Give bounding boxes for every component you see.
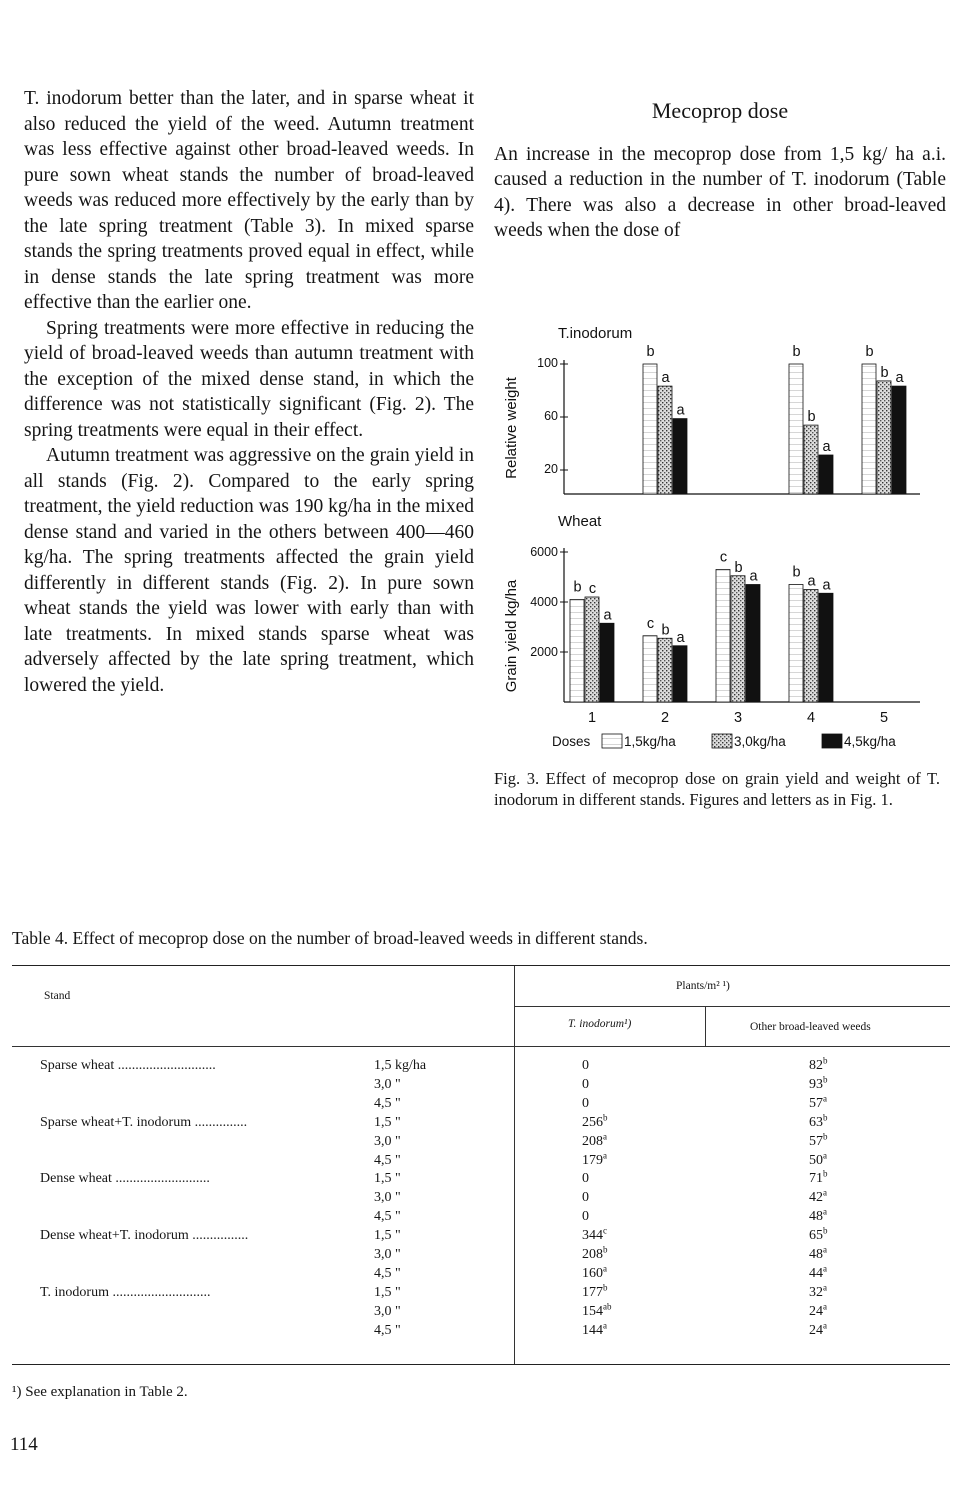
row-other-weeds: 48$^a$ [809,1244,827,1262]
y-tick-label: 2000 [530,645,558,659]
chart-title: T.inodorum [558,325,633,342]
table-row [12,1206,950,1227]
table-row [12,1319,950,1341]
left-paragraph-1: T. inodorum better than the later, and in sparse wheat it also reduced the yield of the weed. Autumn treatment was less effective against other broad-leaved weeds. In pure sown wheat stands the number of broad-leaved weeds was reduced more effectively by the early than by the late spring treatment (Table 3). In mixed sparse stands the spring treatments proved equal in effect, while in dense stands the late spring treatment was more effective than the earlier one. [24,88,474,313]
legend-swatch [712,734,732,748]
right-paragraph: An increase in the mecoprop dose from 1,5 kg/ ha a.i. caused a reduction in the number of T. inodorum (Table 4). There was also a decrease in other broad-leaved weeds when the dose of [494,143,946,241]
significance-letter: a [603,607,612,624]
significance-letter: a [822,439,831,455]
row-dose: 4,5 " [374,1152,401,1168]
bar [819,455,833,494]
row-stand: Dense wheat ........................... [40,1171,210,1187]
legend-swatch [822,734,842,748]
row-t-inodorum: 0 [582,1095,589,1111]
x-tick-label: 4 [806,710,816,726]
table-row [12,1149,950,1171]
row-other-weeds: 63$^b$ [809,1112,828,1130]
x-tick-label: 5 [879,710,889,726]
table-header-plants: Plants/m² ¹) [676,980,730,992]
row-other-weeds: 48$^a$ [809,1206,827,1225]
table-row [12,1225,950,1246]
table-row [12,1168,950,1189]
row-dose: 3,0 " [374,1247,401,1262]
legend-title: Doses [552,734,591,749]
row-dose: 4,5 " [374,1209,401,1225]
y-tick-label: 100 [537,356,558,370]
row-t-inodorum: 160$^a$ [582,1263,607,1281]
row-other-weeds: 50$^a$ [809,1149,827,1168]
table-4 [12,965,950,1365]
bar [643,364,657,494]
bar [819,593,833,702]
row-dose: 4,5 " [374,1095,401,1111]
table-row [12,1263,950,1284]
table-row [12,1282,950,1303]
section-heading: Mecoprop dose [651,98,789,123]
table-row [12,1244,950,1265]
row-dose: 4,5 " [374,1265,401,1281]
legend-swatch [602,734,622,748]
row-t-inodorum: 0 [582,1190,589,1206]
significance-letter: b [573,579,582,596]
table-row [12,1093,950,1114]
significance-letter: a [661,370,670,387]
significance-letter: a [895,370,904,387]
significance-letter: b [792,344,801,360]
y-tick-label: 20 [544,462,558,476]
row-dose: 1,5 " [374,1114,401,1130]
table-row [12,1130,950,1152]
table-row [12,1055,950,1076]
x-tick-label: 2 [660,710,670,726]
y-axis-label: Grain yield kg/ha [503,579,520,693]
significance-letter: b [646,344,655,360]
bar [746,585,760,703]
significance-letter: b [880,364,889,381]
table-header-t-inodorum: T. inodorum¹) [568,1018,632,1030]
row-dose: 1,5 kg/ha [374,1058,427,1073]
significance-letter: c [719,549,728,566]
row-t-inodorum: 0 [582,1076,589,1092]
row-stand: Sparse wheat+T. inodorum ............... [40,1114,248,1130]
row-other-weeds: 93$^b$ [809,1074,828,1092]
bar [862,364,876,494]
row-stand: Sparse wheat ............................ [40,1058,216,1073]
significance-letter: a [822,577,831,594]
left-paragraph-3: Autumn treatment was aggressive on the grain yield in all stands (Fig. 2). Compared to the early spring treatment, the yield reduction was 190 kg/ha in the mixed dense stand and varied in the others between 400—460 kg/ha. The spring treatments affected the grain yield differently in different stands (Fig. 2). In pure sown wheat stands the yield was lower with early than with late treatments. In mixed stands sparse wheat was adversely affected by the late spring treatment, which lowered the yield. [24,445,474,696]
bar [716,570,730,703]
significance-letter: a [676,402,685,419]
legend-label: 3,0kg/ha [734,734,786,749]
bar [673,646,687,702]
table-row [12,1187,950,1208]
row-dose: 1,5 " [374,1284,401,1300]
table-row [12,1112,950,1133]
bar [892,386,906,494]
row-stand: Dense wheat+T. inodorum ................ [40,1228,249,1244]
bar [731,576,745,702]
row-t-inodorum: 208$^b$ [582,1244,608,1262]
figure-caption: Fig. 3. Effect of mecoprop dose on grain yield and weight of T. inodorum in different stands. Figures and letters as in Fig. 1. [494,769,940,809]
row-t-inodorum: 344$^c$ [582,1225,607,1244]
y-axis-label: Relative weight [503,377,520,479]
significance-letter: b [807,409,816,426]
row-other-weeds: 42$^a$ [809,1187,827,1206]
row-t-inodorum: 144$^a$ [582,1319,607,1338]
bar [600,623,614,702]
row-t-inodorum: 0 [582,1171,589,1187]
table-row [12,1301,950,1322]
figure-3 [490,318,940,758]
significance-letter: a [749,568,758,585]
y-tick-label: 60 [544,409,558,423]
row-other-weeds: 57$^a$ [809,1093,827,1111]
x-tick-label: 1 [587,710,597,726]
bar [789,585,803,703]
row-other-weeds: 24$^a$ [809,1301,827,1319]
row-other-weeds: 24$^a$ [809,1319,827,1338]
bar [643,636,657,702]
page-number: 114 [10,1434,38,1455]
row-t-inodorum: 179$^a$ [582,1149,607,1168]
chart-title: Wheat [558,513,602,530]
row-other-weeds: 71$^b$ [809,1168,828,1187]
table-header-other-weeds: Other broad-leaved weeds [750,1021,871,1033]
legend-label: 4,5kg/ha [844,734,896,749]
significance-letter: a [676,629,685,646]
right-column [494,98,946,244]
table-caption: Table 4. Effect of mecoprop dose on the number of broad-leaved weeds in different stands. [12,928,648,948]
row-dose: 3,0 " [374,1133,401,1149]
significance-letter: a [807,573,816,590]
row-t-inodorum: 208$^a$ [582,1130,607,1149]
left-column [24,86,474,698]
legend-label: 1,5kg/ha [624,734,676,749]
row-t-inodorum: $154^{ab}$ [582,1301,612,1319]
bar [570,600,584,703]
bar [804,425,818,494]
row-other-weeds: 57$^b$ [809,1130,828,1149]
x-tick-label: 3 [733,710,743,726]
left-paragraph-2: Spring treatments were more effective in reducing the yield of broad-leaved weeds than autumn treatment with the exception of the mixed dense stand, in which the difference was not statistically significant (Fig. 2). The spring treatments were equal in their effect. [24,317,474,441]
bar [789,364,803,494]
row-stand: T. inodorum ............................ [40,1284,211,1300]
y-tick-label: 6000 [530,545,558,559]
bar [673,419,687,494]
row-dose: 4,5 " [374,1322,401,1338]
row-other-weeds: 82$^b$ [809,1055,828,1073]
row-other-weeds: 44$^a$ [809,1263,827,1281]
row-t-inodorum: 177$^b$ [582,1282,608,1300]
y-tick-label: 4000 [530,595,558,609]
significance-letter: c [646,615,655,632]
footnote: ¹) See explanation in Table 2. [12,1384,188,1400]
row-dose: 1,5 " [374,1228,401,1244]
row-dose: 3,0 " [374,1190,401,1206]
row-t-inodorum: 0 [582,1209,589,1225]
significance-letter: b [792,564,801,581]
table-header-stand: Stand [44,990,71,1002]
bar [585,597,599,702]
significance-letter: b [734,559,743,576]
row-t-inodorum: 256$^b$ [582,1112,608,1130]
row-dose: 3,0 " [374,1303,401,1319]
row-t-inodorum: 0 [582,1058,589,1073]
bar [804,590,818,703]
bar [658,386,672,494]
row-other-weeds: 32$^a$ [809,1282,827,1300]
row-other-weeds: 65$^b$ [809,1225,828,1244]
row-dose: 3,0 " [374,1076,401,1092]
bar [658,638,672,702]
table-row [12,1074,950,1095]
bar [877,381,891,494]
significance-letter: c [588,581,597,597]
significance-letter: b [865,344,874,360]
significance-letter: b [661,622,670,639]
row-dose: 1,5 " [374,1171,401,1187]
